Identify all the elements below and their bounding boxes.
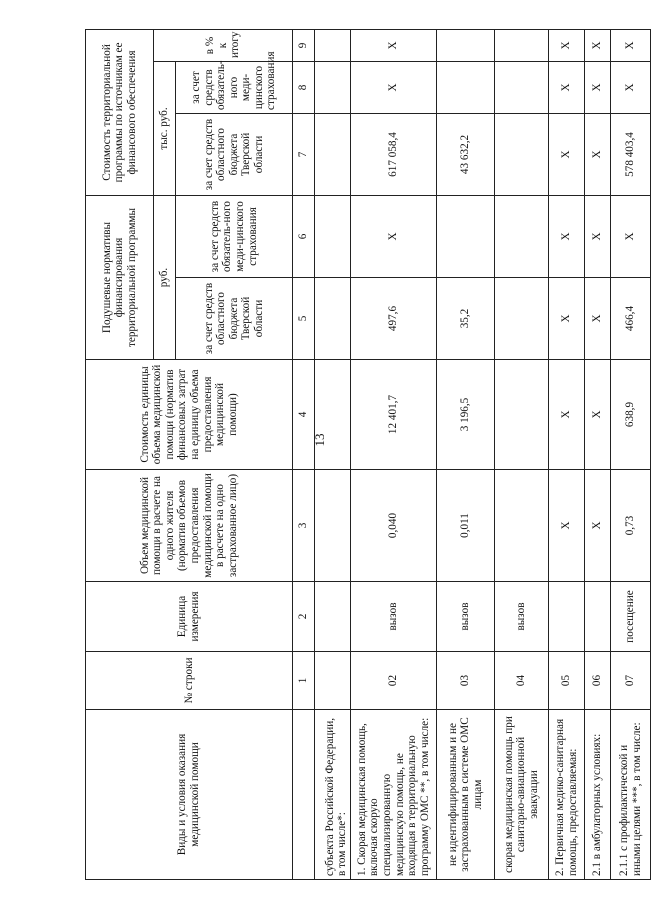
row-unit <box>585 582 611 652</box>
table-row <box>585 29 611 879</box>
row-cost-budget: 617 058,4 <box>351 113 437 195</box>
row-unit: вызов <box>437 582 495 652</box>
table-row <box>351 29 437 879</box>
row-cost-oms: X <box>611 61 651 113</box>
row-percent: X <box>549 29 585 61</box>
row-name: 2. Первичная медико-санитарная помощь, предоставляемая: <box>549 710 585 880</box>
row-norm-oms <box>315 195 351 277</box>
column-number: 9 <box>293 29 315 61</box>
column-number-row <box>293 29 315 879</box>
row-norm-budget: 466,4 <box>611 278 651 360</box>
row-cost: X <box>549 360 585 470</box>
row-percent <box>495 29 549 61</box>
row-norm-budget: 35,2 <box>437 278 495 360</box>
table-row <box>495 29 549 879</box>
header-norm-budget: за счет средств областного бюджета Тверской области <box>176 278 293 360</box>
row-line: 06 <box>585 652 611 710</box>
row-norm-oms: X <box>611 195 651 277</box>
row-volume <box>495 470 549 582</box>
row-volume <box>315 470 351 582</box>
row-line: 04 <box>495 652 549 710</box>
rotated-table-wrapper <box>85 30 643 880</box>
row-cost-oms: X <box>549 61 585 113</box>
row-unit: посещение <box>611 582 651 652</box>
header-types: Виды и условия оказания медицинской помощи <box>86 710 293 880</box>
header-percent: в % к итогу <box>154 29 293 61</box>
row-name: 2.1.1 с профилактической и иными целями ***, в том числе: <box>611 710 651 880</box>
column-number: 8 <box>293 61 315 113</box>
header-cost-unit: тыс. руб. <box>154 61 176 195</box>
header-cost-oms: за счет средств обязатель-ного меди-цинского страхования <box>176 61 293 113</box>
row-norm-budget <box>315 278 351 360</box>
row-cost-oms: X <box>351 61 437 113</box>
column-number: 2 <box>293 582 315 652</box>
header-unit-cost: Стоимость единицы объема медицинской помощи (норматив финансовых затрат на единицу объема предоставления медицинской помощи) <box>86 360 293 470</box>
row-unit: вызов <box>351 582 437 652</box>
header-cost-budget: за счет средств областного бюджета Тверской области <box>176 113 293 195</box>
row-percent: X <box>611 29 651 61</box>
row-line: 07 <box>611 652 651 710</box>
row-cost-oms <box>495 61 549 113</box>
column-number: 4 <box>293 360 315 470</box>
row-cost-budget <box>495 113 549 195</box>
row-volume: 0,011 <box>437 470 495 582</box>
row-cost-budget: X <box>549 113 585 195</box>
column-number: 6 <box>293 195 315 277</box>
column-number: 3 <box>293 470 315 582</box>
row-cost: X <box>585 360 611 470</box>
row-cost-budget: 43 632,2 <box>437 113 495 195</box>
row-volume: X <box>585 470 611 582</box>
row-unit: вызов <box>495 582 549 652</box>
row-name: 1. Скорая медицинская помощь, включая скорую специализированную медицинскую помощь, не входящая в территориальную программу ОМС **, в том числе: <box>351 710 437 880</box>
row-cost: 638,9 <box>611 360 651 470</box>
row-norm-oms: X <box>585 195 611 277</box>
row-norm-oms: X <box>549 195 585 277</box>
row-unit <box>549 582 585 652</box>
row-norm-oms <box>437 195 495 277</box>
row-percent <box>437 29 495 61</box>
row-norm-oms: X <box>351 195 437 277</box>
row-line <box>315 652 351 710</box>
row-percent: X <box>351 29 437 61</box>
row-line: 02 <box>351 652 437 710</box>
row-cost: 12 401,7 <box>351 360 437 470</box>
column-number: 7 <box>293 113 315 195</box>
row-line: 05 <box>549 652 585 710</box>
row-volume: 0,73 <box>611 470 651 582</box>
row-name: субъекта Российской Федерации, в том числе*: <box>315 710 351 880</box>
row-cost-oms: X <box>585 61 611 113</box>
row-cost-oms <box>437 61 495 113</box>
row-norm-budget: X <box>549 278 585 360</box>
row-name: 2.1 в амбулаторных условиях: <box>585 710 611 880</box>
row-norm-budget: X <box>585 278 611 360</box>
row-cost-oms <box>315 61 351 113</box>
column-number: 5 <box>293 278 315 360</box>
row-name: скорая медицинская помощь при санитарно-авиационной эвакуации <box>495 710 549 880</box>
row-percent: X <box>585 29 611 61</box>
row-norm-budget <box>495 278 549 360</box>
row-cost: 3 196,5 <box>437 360 495 470</box>
row-volume: X <box>549 470 585 582</box>
row-cost-budget <box>315 113 351 195</box>
header-group-norms: Подушевые нормативы финансирования территориальной программы <box>86 195 154 359</box>
header-unit: Единица измерения <box>86 582 293 652</box>
budget-table <box>85 29 651 880</box>
table-row <box>315 29 351 879</box>
header-line-number: № строки <box>86 652 293 710</box>
header-norm-oms: за счет средств обязатель-ного меди-цинского страхования <box>176 195 293 277</box>
table-row <box>549 29 585 879</box>
row-unit <box>315 582 351 652</box>
row-norm-oms <box>495 195 549 277</box>
row-cost-budget: 578 403,4 <box>611 113 651 195</box>
row-norm-budget: 497,6 <box>351 278 437 360</box>
row-name: не идентифицированным и не застрахованным в системе ОМС лицам <box>437 710 495 880</box>
column-number: 1 <box>293 652 315 710</box>
table-row <box>437 29 495 879</box>
row-volume: 0,040 <box>351 470 437 582</box>
table-row <box>611 29 651 879</box>
row-cost <box>315 360 351 470</box>
row-line: 03 <box>437 652 495 710</box>
row-percent <box>315 29 351 61</box>
header-group-cost: Стоимость территориальной программы по источникам ее финансового обеспечения <box>86 29 154 195</box>
header-volume: Объем медицинской помощи в расчете на одного жителя (норматив объемов предоставления медицинской помощи в расчете на одно застрахованное лицо) <box>86 470 293 582</box>
header-norm-unit: руб. <box>154 195 176 359</box>
page-number: 13 <box>312 433 327 447</box>
row-cost <box>495 360 549 470</box>
row-cost-budget: X <box>585 113 611 195</box>
